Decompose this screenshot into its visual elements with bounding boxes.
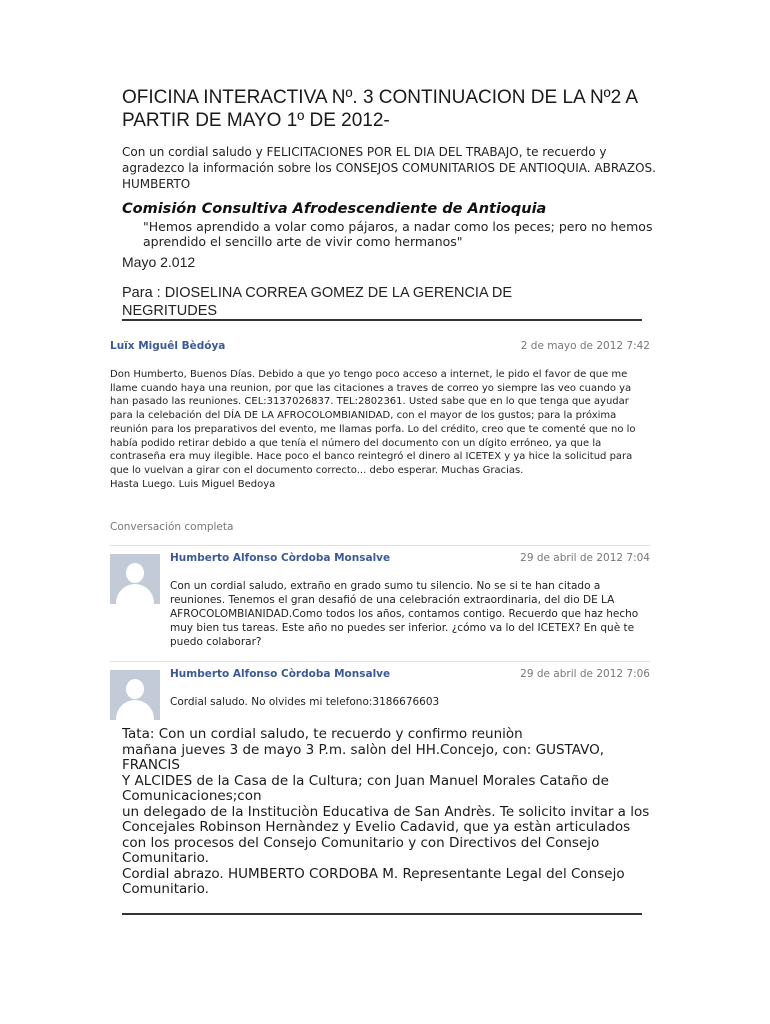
reply-timestamp: 29 de abril de 2012 7:06 <box>520 668 650 680</box>
letter-line: con los procesos del Consejo Comunitario y con Directivos del Consejo Comunitario. <box>122 834 600 866</box>
reply-body: Cordial saludo. No olvides mi telefono:3186676603 <box>170 696 440 708</box>
reply-body: Con un cordial saludo, extraño en grado sumo tu silencio. No se si te han citado a reuniones. Tenemos el gran desafió de una celebración extraordinaria, del dio DE LA AFROCOLOMBIANIDAD.Como todos los años, contamos contigo. Recuerdo que haz hecho muy bien tus tareas. Este año no puedes ser inferior. ¿cómo va lo del ICETEX? En què te puedo colaborar? <box>170 580 639 648</box>
message-signoff: Hasta Luego. Luis Miguel Bedoya <box>110 478 276 490</box>
avatar[interactable] <box>110 554 160 604</box>
avatar-head-shape <box>126 563 144 583</box>
conversation-link[interactable]: Conversación completa <box>110 521 234 533</box>
letter-line: mañana jueves 3 de mayo 3 P.m. salòn del HH.Concejo, con: GUSTAVO, FRANCIS <box>122 741 605 773</box>
avatar-body-shape <box>116 700 154 720</box>
letter-line: Cordial abrazo. HUMBERTO CORDOBA M. Representante Legal del Consejo Comunitario. <box>122 865 625 897</box>
letter-line: un delegado de la Instituciòn Educativa de San Andrès. Te solicito invitar a los Concejales Robinson Hernàndez y Evelio Cadavid, que ya estàn articulados <box>122 803 650 835</box>
letter-line: Y ALCIDES de la Casa de la Cultura; con Juan Manuel Morales Cataño de Comunicaciones;con <box>122 772 609 804</box>
letter-line: Tata: Con un cordial saludo, te recuerdo y confirmo reuniòn <box>122 726 523 742</box>
reply-author[interactable]: Humberto Alfonso Còrdoba Monsalve <box>170 668 391 680</box>
message-text: Don Humberto, Buenos Días. Debido a que yo tengo poco acceso a internet, le pido el favor de que me llame cuando haya una reunion, por que las citaciones a traves de correo yo siempre las veo cuando ya han pasado las reuniones. CEL:3137026837. TEL:2802361. Usted sabe que en lo que tenga que ayudar para la celebación del DÍA DE LA AFROCOLOMBIANIDAD, con el mayor de los gustos; para la próxima reunión para los preparativos del evento, me llamas porfa. Lo del crédito, creo que te comenté que no lo había podido retirar debido a que tenía el número del documento con un dígito erróneo, ya que la contraseña era muy ilegible. Hace poco el banco reintegró el dinero al ICETEX y ya hice la solicitud para que lo vuelvan a girar con el documento correcto... debo esperar. Muchas Gracias. <box>110 369 636 476</box>
reply-timestamp: 29 de abril de 2012 7:04 <box>520 552 650 564</box>
message-body <box>110 368 650 491</box>
intro-paragraph: Con un cordial saludo y FELICITACIONES POR EL DIA DEL TRABAJO, te recuerdo y agradezco la información sobre los CONSEJOS COMUNITARIOS DE ANTIOQUIA. ABRAZOS. HUMBERTO <box>122 145 656 191</box>
organization-name: Comisión Consultiva Afrodescendiente de Antioquia <box>122 201 547 217</box>
avatar-body-shape <box>116 584 154 604</box>
reply-author[interactable]: Humberto Alfonso Còrdoba Monsalve <box>170 552 391 564</box>
avatar[interactable] <box>110 670 160 720</box>
letter-body <box>122 727 652 898</box>
message-author[interactable]: Luïx Miguêl Bèdóya <box>110 340 226 352</box>
reply-item <box>110 545 650 648</box>
avatar-head-shape <box>126 679 144 699</box>
page-title: OFICINA INTERACTIVA Nº. 3 CONTINUACION DE LA Nº2 A PARTIR DE MAYO 1º DE 2012- <box>122 87 638 131</box>
recipient-line: Para : DIOSELINA CORREA GOMEZ DE LA GERENCIA DE NEGRITUDES <box>122 285 512 319</box>
organization-quote: "Hemos aprendido a volar como pájaros, a nadar como los peces; pero no hemos aprendido el sencillo arte de vivir como hermanos" <box>143 219 653 249</box>
divider <box>122 913 642 915</box>
message-timestamp: 2 de mayo de 2012 7:42 <box>520 340 650 352</box>
reply-item <box>110 661 650 708</box>
date-line: Mayo 2.012 <box>122 254 196 270</box>
divider <box>122 319 642 321</box>
